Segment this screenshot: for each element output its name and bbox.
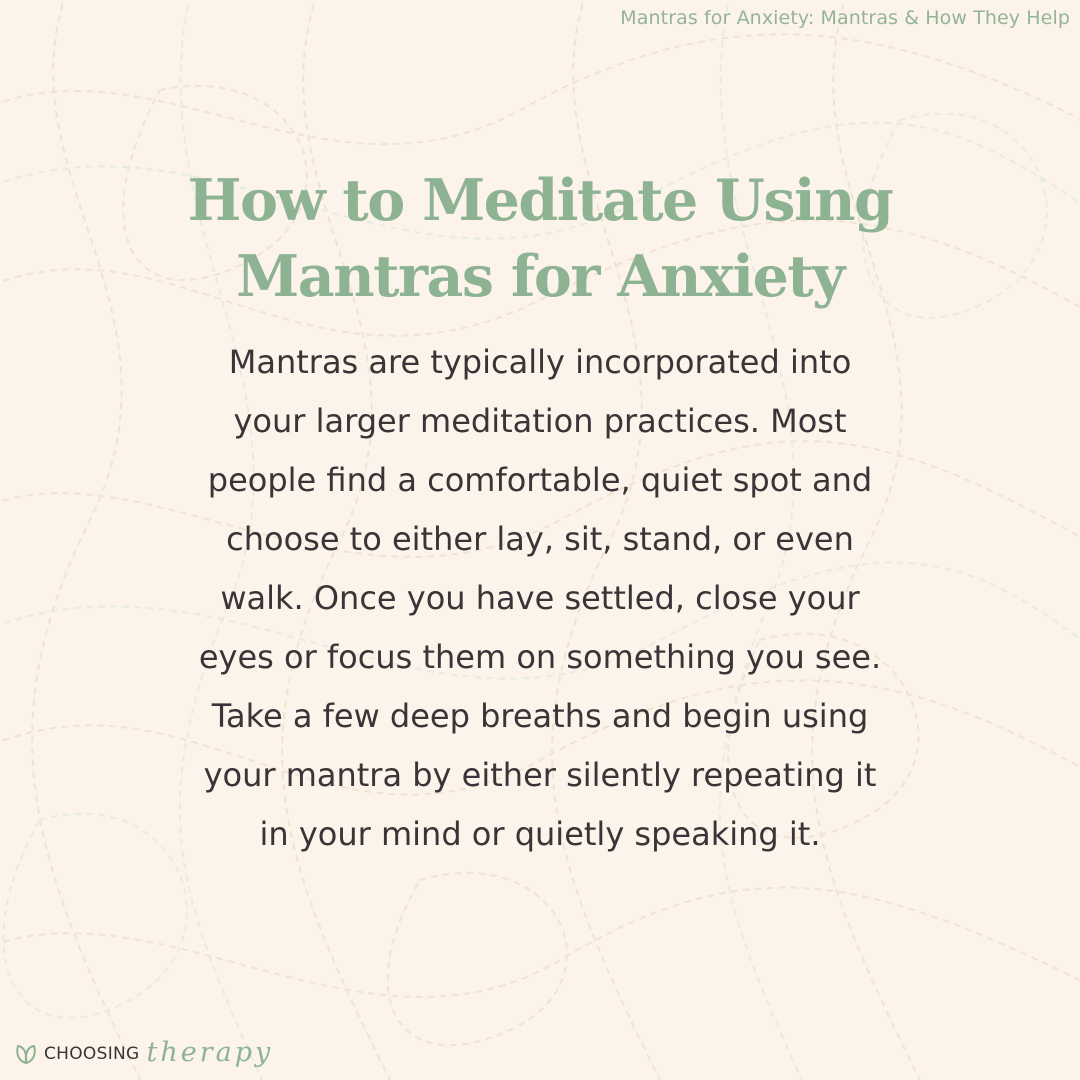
body-line: eyes or focus them on something you see.: [198, 638, 882, 676]
headline: [90, 163, 990, 315]
body-line: your larger meditation practices. Most: [233, 402, 847, 440]
body-paragraph: [100, 333, 980, 864]
logo-wordmark-therapy: therapy: [146, 1037, 274, 1068]
body-line: people find a comfortable, quiet spot and: [207, 461, 873, 499]
body-line: Mantras are typically incorporated into: [228, 343, 852, 381]
logo-wordmark-choosing: CHOOSING: [44, 1044, 140, 1064]
body-line: in your mind or quietly speaking it.: [259, 815, 821, 853]
brand-logo: [14, 1036, 273, 1072]
headline-line: Mantras for Anxiety: [236, 243, 844, 310]
series-caption: Mantras for Anxiety: Mantras & How They Help: [620, 7, 1070, 29]
body-line: walk. Once you have settled, close your: [220, 579, 860, 617]
leaf-icon: [14, 1043, 38, 1065]
headline-line: How to Meditate Using: [187, 167, 893, 234]
body-line: Take a few deep breaths and begin using: [211, 697, 869, 735]
body-line: your mantra by either silently repeating it: [203, 756, 877, 794]
body-line: choose to either lay, sit, stand, or even: [226, 520, 854, 558]
